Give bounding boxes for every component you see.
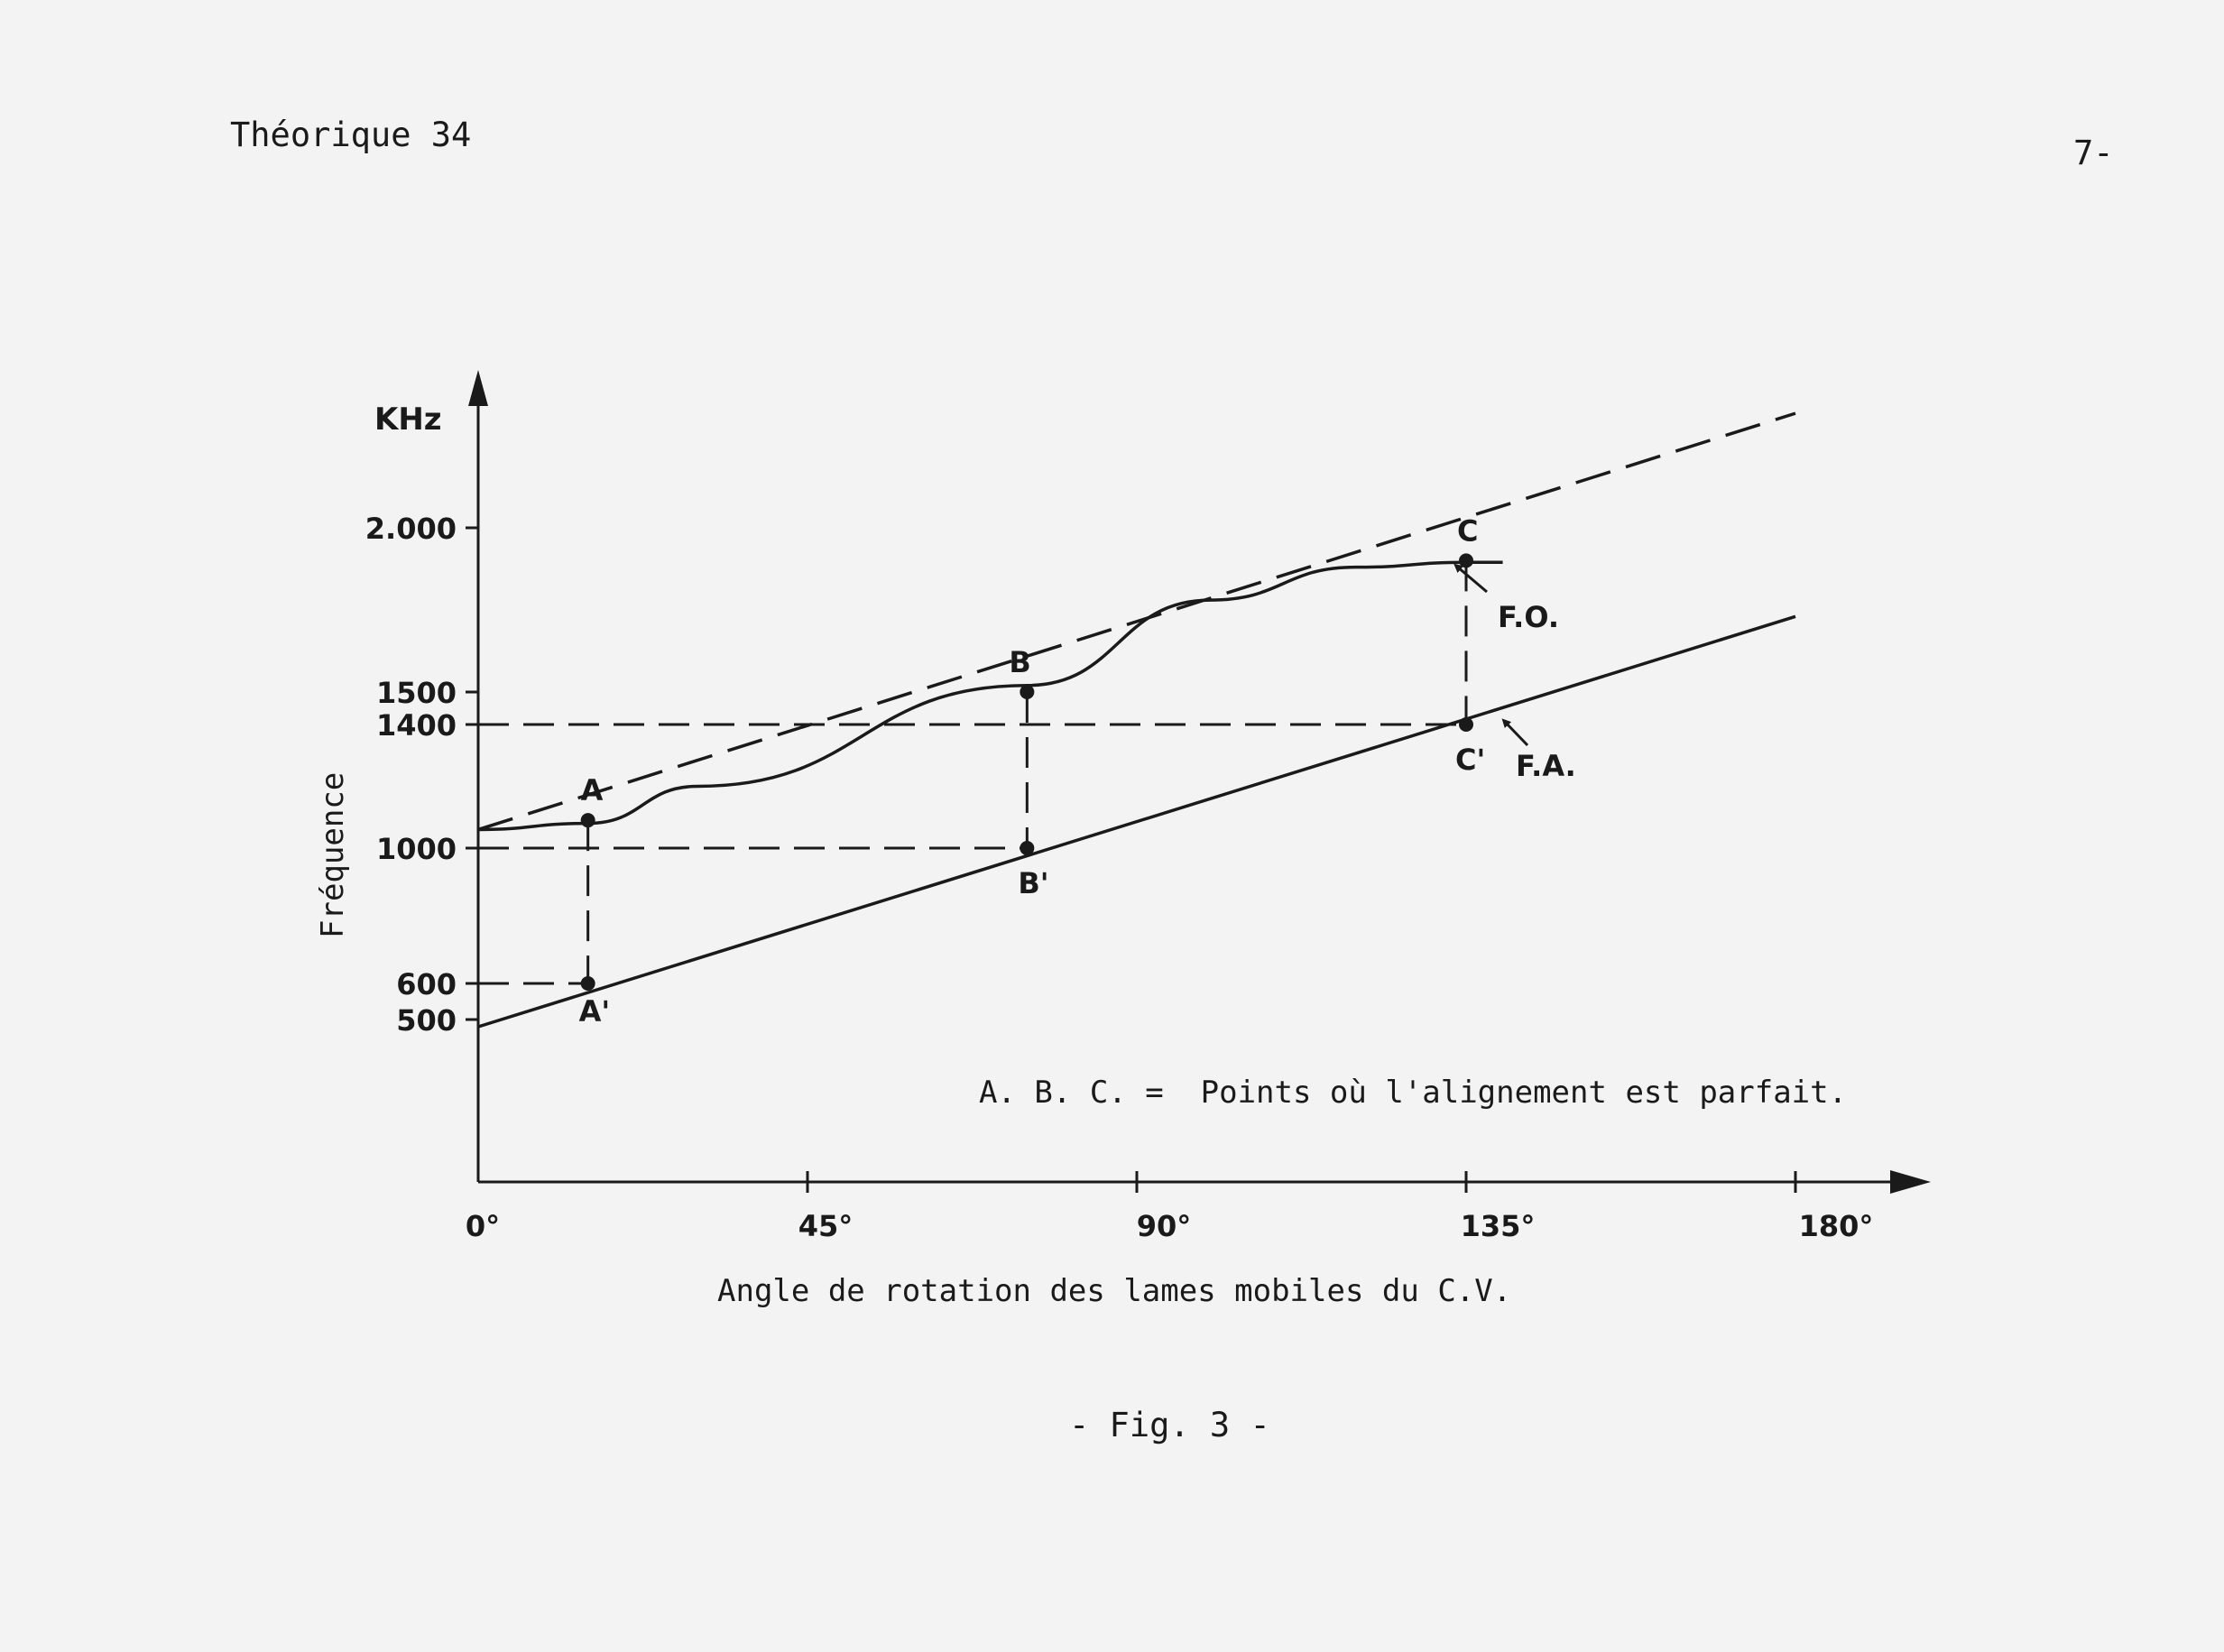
fo-curve [478, 562, 1503, 829]
header-title: Théorique 34 [230, 115, 472, 154]
x-tick-label: 0° [465, 1209, 501, 1243]
marked-point [1459, 717, 1473, 732]
y-tick-label: 2.000 [365, 512, 457, 546]
x-tick-label: 45° [798, 1209, 854, 1243]
marked-point-label: A' [578, 994, 611, 1029]
marked-point [1020, 685, 1034, 699]
y-unit-label: KHz [374, 401, 442, 438]
annotation-fa: F.A. [1516, 749, 1576, 783]
annotation-fo-arrow [1457, 567, 1487, 592]
marked-point [1459, 553, 1473, 568]
x-tick-label: 180° [1798, 1209, 1874, 1243]
y-tick-label: 600 [396, 967, 457, 1001]
fa-line [478, 616, 1795, 1027]
annotation-fo: F.O. [1498, 600, 1559, 634]
marked-point-label: B [1009, 645, 1031, 679]
y-axis-label: Fréquence [315, 771, 351, 938]
marked-point-label: A [580, 773, 604, 808]
figure-caption: - Fig. 3 - [1069, 1406, 1270, 1444]
marked-point [581, 813, 595, 827]
y-tick-label: 1500 [375, 676, 457, 710]
x-axis-arrow [1890, 1170, 1931, 1194]
marked-point-label: C [1457, 513, 1479, 549]
page-number: 7- [2073, 134, 2114, 172]
marked-point-label: C' [1455, 743, 1486, 777]
marked-point [1020, 841, 1034, 855]
y-axis-arrow [468, 370, 488, 406]
dashed-reference-line [478, 413, 1795, 829]
y-tick-label: 500 [396, 1003, 457, 1038]
marked-point-label: B' [1018, 866, 1049, 900]
x-axis-label: Angle de rotation des lames mobiles du C.V. [717, 1273, 1512, 1309]
y-tick-label: 1000 [375, 832, 457, 866]
marked-point [581, 976, 595, 991]
legend-note: A. B. C. = Points où l'alignement est parfait. [979, 1075, 1848, 1111]
x-tick-label: 135° [1460, 1209, 1536, 1243]
x-tick-label: 90° [1136, 1209, 1192, 1243]
y-tick-label: 1400 [375, 708, 457, 743]
annotation-fa-arrow [1505, 722, 1527, 745]
